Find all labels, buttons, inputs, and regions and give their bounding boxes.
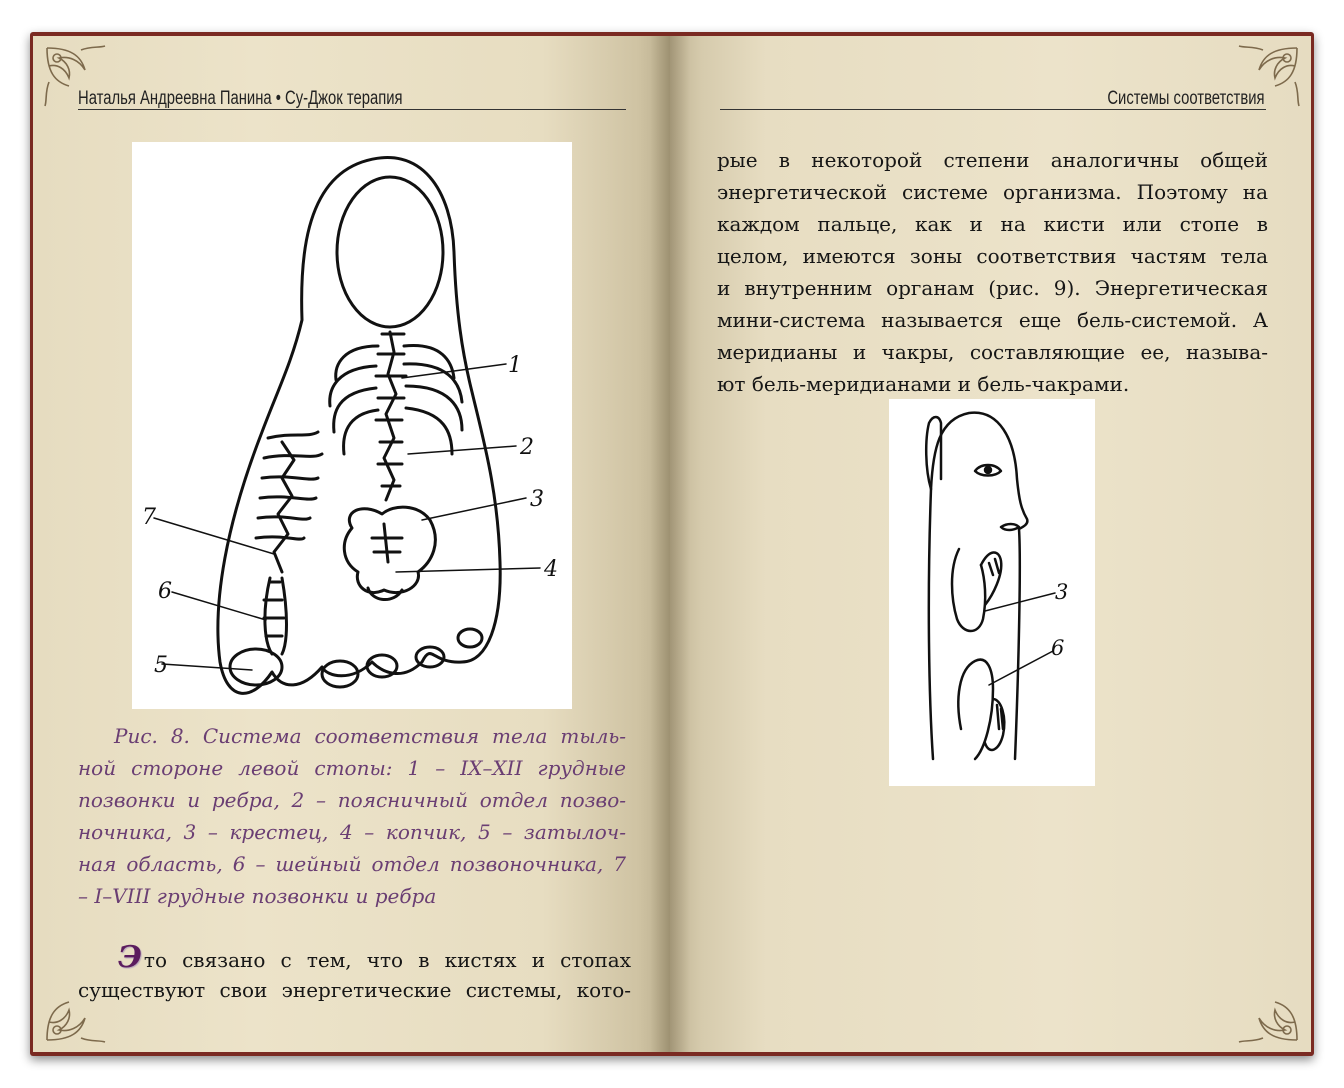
header-rule [720,109,1266,110]
figure-label: 7 [142,505,156,530]
caption-line: – I–VIII грудные позвонки и ребра [78,884,437,908]
figure-foot-illustration [132,142,572,709]
figure-label: 6 [1051,636,1065,660]
body-line: ют бель-меридианами и бель-чакрами. [717,372,1130,396]
figure-label: 1 [508,353,522,378]
body-line: рые в некоторой степени аналогичны общей [717,148,1268,172]
figure-label: 3 [1055,580,1069,604]
open-book [30,32,1314,1056]
body-line: мини-система называется еще бель-системой. А [717,308,1268,332]
body-line: каждом пальце, как и на кисти или стопе в [717,212,1268,236]
caption-line: ная область, 6 – шейный отдел позвоночника, 7 [78,852,626,876]
ornament-corner-icon [1233,976,1303,1046]
running-head-author: Наталья Андреевна Панина • Су-Джок терапия [78,88,403,109]
caption-line: ночника, 3 – крестец, 4 – копчик, 5 – затылоч- [78,820,626,844]
body-line: меридианы и чакры, составляющие ее, называ- [717,340,1268,364]
body-paragraph-start [78,942,631,1006]
body-line: целом, имеются зоны соответствия частям тела [717,244,1268,268]
figure-finger-illustration [889,399,1095,786]
body-text [717,144,1268,400]
body-line: существуют свои энергетические системы, кото- [78,978,631,1002]
caption-line: позвонки и ребра, 2 – поясничный отдел позво- [78,788,626,812]
figure-label: 6 [158,579,172,604]
body-line: энергетической системе организма. Поэтому на [717,180,1268,204]
caption-line: Рис. 8. Система соответствия тела тыль- [114,724,626,748]
right-page [670,36,1311,1052]
left-page [33,36,670,1052]
drop-cap: Э [118,940,142,975]
figure-label: 5 [154,653,168,678]
body-line: и внутренним органам (рис. 9). Энергетическая [717,276,1268,300]
running-head-section: Системы соответствия [1107,88,1265,109]
header-rule [78,109,626,110]
body-line: то связано с тем, что в кистях и стопах [143,948,631,972]
figure-label: 4 [544,557,558,582]
figure-label: 3 [530,487,544,512]
caption-line: ной стороне левой стопы: 1 – IX–XII грудные [78,756,626,780]
figure-label: 2 [520,435,534,460]
figure-caption [78,720,626,912]
